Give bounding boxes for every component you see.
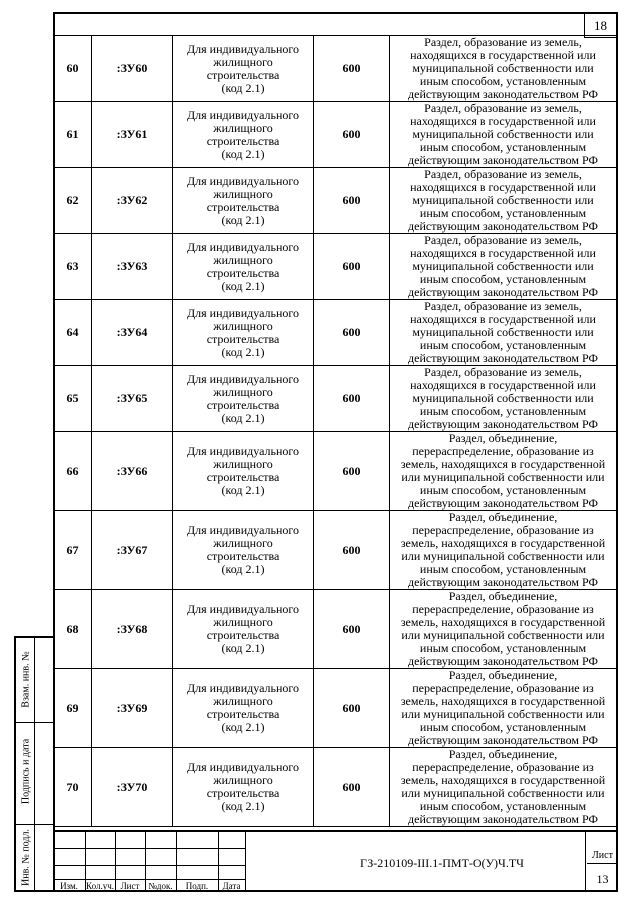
permitted-use-line: Для индивидуального <box>186 107 300 122</box>
formation-method-line: земель, находящихся в государственной <box>400 536 606 550</box>
permitted-use-line: (код 2.1) <box>221 80 265 95</box>
formation-method-line: или муниципальной собственности или <box>401 628 605 642</box>
table-row <box>54 748 617 827</box>
formation-method-line: перераспределение, образование из <box>412 444 594 458</box>
formation-method-line: земель, находящихся в государственной <box>400 457 606 471</box>
table-row <box>54 590 617 669</box>
formation-method-line: Раздел, образование из земель, <box>424 35 582 49</box>
permitted-use-line: (код 2.1) <box>221 278 265 293</box>
formation-method-line: муниципальной собственности или <box>412 193 594 207</box>
tb-line <box>53 865 245 866</box>
permitted-use-line: жилищного <box>213 186 273 201</box>
parcel-code: :ЗУ62 <box>92 168 173 234</box>
formation-method <box>390 669 617 748</box>
table-row <box>54 511 617 590</box>
permitted-use <box>173 432 314 511</box>
permitted-use-line: жилищного <box>213 384 273 399</box>
row-number: 70 <box>54 748 92 827</box>
formation-method-line: перераспределение, образование из <box>412 681 594 695</box>
formation-method-line: муниципальной собственности или <box>412 259 594 273</box>
formation-method-line: действующим законодательством РФ <box>408 654 598 668</box>
parcel-code: :ЗУ66 <box>92 432 173 511</box>
tb-line <box>53 848 245 849</box>
permitted-use <box>173 366 314 432</box>
tb-caption-data: Дата <box>222 881 241 891</box>
permitted-use <box>173 168 314 234</box>
permitted-use-line: Для индивидуального <box>186 681 300 695</box>
table-row <box>54 300 617 366</box>
permitted-use <box>173 300 314 366</box>
formation-method-line: Раздел, объединение, <box>448 589 558 603</box>
table-row <box>54 102 617 168</box>
tb-caption-izm: Изм. <box>60 881 78 891</box>
formation-method-line: или муниципальной собственности или <box>401 549 605 563</box>
permitted-use-line: (код 2.1) <box>221 146 265 161</box>
row-number: 61 <box>54 102 92 168</box>
tb-caption-ndok: №док. <box>148 881 173 891</box>
permitted-use <box>173 669 314 748</box>
permitted-use-line: жилищного <box>213 318 273 333</box>
formation-method-line: действующим законодательством РФ <box>408 219 598 233</box>
parcel-code: :ЗУ70 <box>92 748 173 827</box>
page-number: 18 <box>584 14 616 38</box>
tb-caption-koluch: Кол.уч. <box>86 881 114 891</box>
formation-method <box>390 36 617 102</box>
permitted-use-line: Для индивидуального <box>186 760 300 774</box>
formation-method <box>390 511 617 590</box>
formation-method-line: земель, находящихся в государственной <box>400 694 606 708</box>
formation-method-line: находящихся в государственной или <box>410 312 596 326</box>
side-divider <box>16 722 53 723</box>
formation-method-line: действующим законодательством РФ <box>408 417 598 431</box>
permitted-use-line: Для индивидуального <box>186 305 300 320</box>
permitted-use-line: строительства <box>206 67 280 82</box>
permitted-use-line: строительства <box>206 331 280 346</box>
table-row <box>54 168 617 234</box>
permitted-use-line: жилищного <box>213 54 273 69</box>
formation-method <box>390 590 617 669</box>
permitted-use-line: (код 2.1) <box>221 562 265 576</box>
permitted-use-line: (код 2.1) <box>221 720 265 734</box>
formation-method-line: иным способом, установленным <box>419 562 587 576</box>
formation-method <box>390 234 617 300</box>
formation-method-line: Раздел, объединение, <box>448 668 558 682</box>
side-label-vzam: Взам. инв. № <box>20 651 32 708</box>
permitted-use-line: Для индивидуального <box>186 602 300 616</box>
permitted-use-line: строительства <box>206 470 280 484</box>
formation-method-line: Раздел, образование из земель, <box>424 101 582 115</box>
permitted-use-line: Для индивидуального <box>186 523 300 537</box>
document-code: ГЗ-210109-III.1-ПМТ-О(У)Ч.ТЧ <box>360 855 524 870</box>
row-number: 66 <box>54 432 92 511</box>
tb-caption-podp: Подп. <box>185 881 209 891</box>
formation-method-line: находящихся в государственной или <box>410 48 596 62</box>
formation-method-line: муниципальной собственности или <box>412 391 594 405</box>
formation-method-line: иным способом, установленным <box>419 641 587 655</box>
formation-method-line: перераспределение, образование из <box>412 602 594 616</box>
row-number: 67 <box>54 511 92 590</box>
permitted-use-line: жилищного <box>213 615 273 629</box>
permitted-use-line: Для индивидуального <box>186 41 300 56</box>
formation-method-line: муниципальной собственности или <box>412 325 594 339</box>
formation-method-line: Раздел, образование из земель, <box>424 299 582 313</box>
sheet-number: 13 <box>596 871 609 886</box>
permitted-use <box>173 102 314 168</box>
formation-method-line: перераспределение, образование из <box>412 760 594 774</box>
permitted-use-line: Для индивидуального <box>186 173 300 188</box>
permitted-use-line: строительства <box>206 786 280 800</box>
parcel-area: 600 <box>314 36 390 102</box>
parcel-code: :ЗУ64 <box>92 300 173 366</box>
parcel-area: 600 <box>314 511 390 590</box>
row-number: 68 <box>54 590 92 669</box>
permitted-use-line: строительства <box>206 707 280 721</box>
permitted-use-line: (код 2.1) <box>221 212 265 227</box>
parcel-code: :ЗУ65 <box>92 366 173 432</box>
permitted-use-line: жилищного <box>213 536 273 550</box>
formation-method-line: иным способом, установленным <box>419 404 587 418</box>
permitted-use-line: строительства <box>206 265 280 280</box>
formation-method <box>390 432 617 511</box>
formation-method <box>390 748 617 827</box>
permitted-use <box>173 748 314 827</box>
row-number: 69 <box>54 669 92 748</box>
table-row <box>54 366 617 432</box>
permitted-use-line: жилищного <box>213 252 273 267</box>
formation-method <box>390 168 617 234</box>
formation-method-line: иным способом, установленным <box>419 272 587 286</box>
permitted-use-line: жилищного <box>213 457 273 471</box>
permitted-use-line: строительства <box>206 199 280 214</box>
formation-method <box>390 300 617 366</box>
formation-method-line: иным способом, установленным <box>419 206 587 220</box>
parcel-area: 600 <box>314 432 390 511</box>
formation-method-line: земель, находящихся в государственной <box>400 615 606 629</box>
side-stamp <box>14 636 53 892</box>
permitted-use-line: жилищного <box>213 694 273 708</box>
permitted-use <box>173 36 314 102</box>
permitted-use-line: строительства <box>206 628 280 642</box>
row-number: 62 <box>54 168 92 234</box>
permitted-use-line: (код 2.1) <box>221 799 265 813</box>
formation-method <box>390 366 617 432</box>
parcel-code: :ЗУ67 <box>92 511 173 590</box>
parcel-code: :ЗУ68 <box>92 590 173 669</box>
formation-method <box>390 102 617 168</box>
title-block <box>53 830 618 892</box>
permitted-use <box>173 234 314 300</box>
formation-method-line: или муниципальной собственности или <box>401 707 605 721</box>
row-number: 65 <box>54 366 92 432</box>
side-label-inv: Инв. № подл. <box>20 829 32 886</box>
formation-method-line: действующим законодательством РФ <box>408 733 598 747</box>
parcel-code: :ЗУ60 <box>92 36 173 102</box>
side-label-podpis: Подпись и дата <box>20 738 32 805</box>
parcel-code: :ЗУ63 <box>92 234 173 300</box>
parcel-area: 600 <box>314 102 390 168</box>
parcel-area: 600 <box>314 300 390 366</box>
formation-method-line: муниципальной собственности или <box>412 61 594 75</box>
permitted-use <box>173 590 314 669</box>
row-number: 60 <box>54 36 92 102</box>
formation-method-line: действующим законодательством РФ <box>408 285 598 299</box>
formation-method-line: действующим законодательством РФ <box>408 496 598 510</box>
parcel-code: :ЗУ61 <box>92 102 173 168</box>
formation-method-line: Раздел, объединение, <box>448 431 558 445</box>
formation-method-line: Раздел, объединение, <box>448 747 558 761</box>
permitted-use-line: (код 2.1) <box>221 483 265 497</box>
formation-method-line: действующим законодательством РФ <box>408 351 598 365</box>
permitted-use-line: строительства <box>206 549 280 563</box>
table-row <box>54 36 617 102</box>
permitted-use <box>173 511 314 590</box>
parcel-area: 600 <box>314 234 390 300</box>
formation-method-line: или муниципальной собственности или <box>401 786 605 800</box>
permitted-use-line: (код 2.1) <box>221 344 265 359</box>
parcel-area: 600 <box>314 669 390 748</box>
permitted-use-line: строительства <box>206 397 280 412</box>
formation-method-line: действующим законодательством РФ <box>408 812 598 826</box>
formation-method-line: или муниципальной собственности или <box>401 470 605 484</box>
permitted-use-line: жилищного <box>213 120 273 135</box>
table-row <box>54 234 617 300</box>
table-row <box>54 432 617 511</box>
formation-method-line: находящихся в государственной или <box>410 246 596 260</box>
formation-method-line: действующим законодательством РФ <box>408 87 598 101</box>
permitted-use-line: (код 2.1) <box>221 410 265 425</box>
formation-method-line: иным способом, установленным <box>419 140 587 154</box>
formation-method-line: перераспределение, образование из <box>412 523 594 537</box>
parcel-area: 600 <box>314 590 390 669</box>
formation-method-line: земель, находящихся в государственной <box>400 773 606 787</box>
permitted-use-line: Для индивидуального <box>186 444 300 458</box>
formation-method-line: действующим законодательством РФ <box>408 575 598 589</box>
formation-method-line: Раздел, объединение, <box>448 510 558 524</box>
formation-method-line: иным способом, установленным <box>419 74 587 88</box>
parcel-area: 600 <box>314 366 390 432</box>
formation-method-line: Раздел, образование из земель, <box>424 365 582 379</box>
formation-method-line: муниципальной собственности или <box>412 127 594 141</box>
parcel-area: 600 <box>314 748 390 827</box>
formation-method-line: Раздел, образование из земель, <box>424 167 582 181</box>
formation-method-line: иным способом, установленным <box>419 799 587 813</box>
parcel-area: 600 <box>314 168 390 234</box>
parcels-table <box>53 35 617 827</box>
tb-caption-list: Лист <box>120 881 140 891</box>
formation-method-line: иным способом, установленным <box>419 338 587 352</box>
tb-line <box>245 832 246 892</box>
parcels-table-body <box>54 36 617 827</box>
row-number: 64 <box>54 300 92 366</box>
formation-method-line: действующим законодательством РФ <box>408 153 598 167</box>
formation-method-line: иным способом, установленным <box>419 483 587 497</box>
formation-method-line: иным способом, установленным <box>419 720 587 734</box>
permitted-use-line: Для индивидуального <box>186 371 300 386</box>
permitted-use-line: (код 2.1) <box>221 641 265 655</box>
permitted-use-line: Для индивидуального <box>186 239 300 254</box>
row-number: 63 <box>54 234 92 300</box>
permitted-use-line: строительства <box>206 133 280 148</box>
table-row <box>54 669 617 748</box>
formation-method-line: находящихся в государственной или <box>410 180 596 194</box>
parcel-code: :ЗУ69 <box>92 669 173 748</box>
sheet-label: Лист <box>587 850 618 864</box>
formation-method-line: Раздел, образование из земель, <box>424 233 582 247</box>
tb-line <box>53 879 245 880</box>
formation-method-line: находящихся в государственной или <box>410 378 596 392</box>
permitted-use-line: жилищного <box>213 773 273 787</box>
formation-method-line: находящихся в государственной или <box>410 114 596 128</box>
